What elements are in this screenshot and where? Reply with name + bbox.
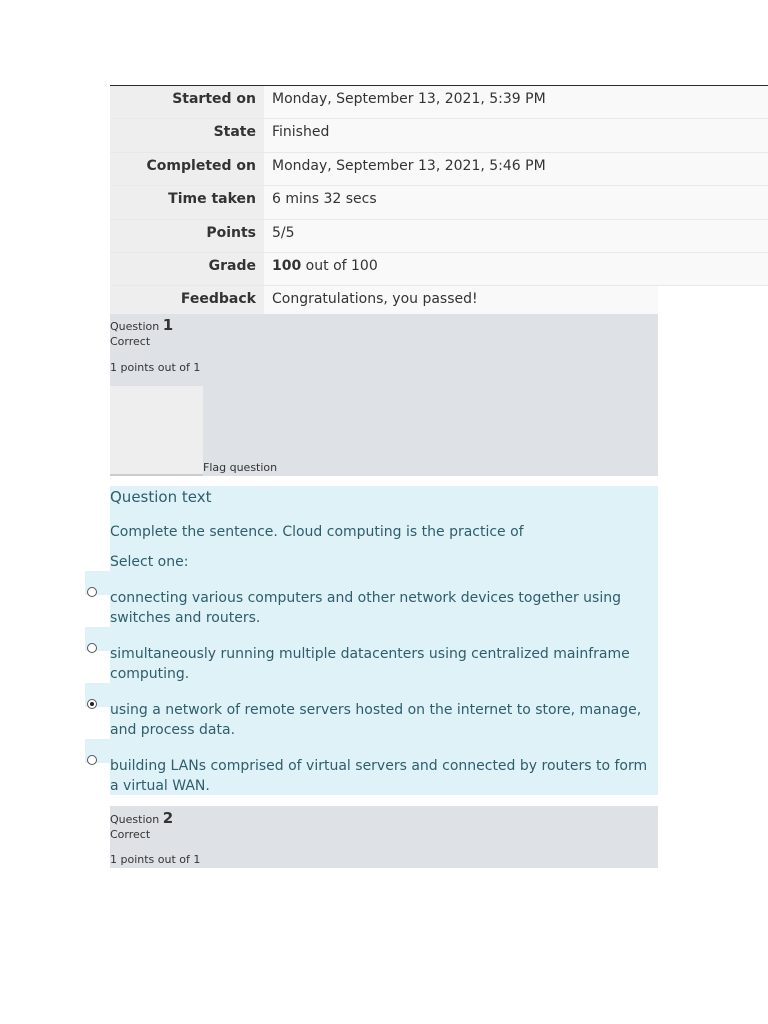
answer-option-3[interactable]: using a network of remote servers hosted on the internet to store, manage, and process data. [110,702,642,738]
answer-1-radio[interactable] [87,587,97,597]
question-1-state: Correct [110,335,151,348]
question-1-info [110,314,658,476]
points-value: 5/5 [264,220,768,252]
state-label: State [110,119,264,151]
question-number: 1 [162,316,174,334]
question-number: 2 [162,809,174,827]
question-1-grade: 1 points out of 1 [110,361,201,374]
feedback-label: Feedback [110,286,264,318]
time-taken-value: 6 mins 32 secs [264,186,768,218]
summary-row-completed [110,153,768,186]
question-2-state: Correct [110,828,151,841]
question-2-grade: 1 points out of 1 [110,853,201,866]
points-label: Points [110,220,264,252]
question-label: Question [110,320,163,333]
flag-icon[interactable] [110,386,203,476]
started-on-label: Started on [110,86,264,118]
answer-option-4[interactable]: building LANs comprised of virtual servers and connected by routers to form a virtual WAN. [110,758,648,794]
grade-label: Grade [110,253,264,285]
answer-2-radio[interactable] [87,643,97,653]
summary-row-time [110,186,768,219]
started-on-value: Monday, September 13, 2021, 5:39 PM [264,86,768,118]
question-2-number [110,809,173,827]
answer-3-radio[interactable] [87,699,97,709]
attempt-summary-table [110,85,768,320]
question-2-info [110,806,658,868]
answer-4-radio[interactable] [87,755,97,765]
answer-option-1[interactable]: connecting various computers and other network devices together using switches and routers. [110,590,621,626]
state-value: Finished [264,119,768,151]
grade-value [264,253,768,285]
select-one-prompt: Select one: [110,554,189,570]
grade-score: 100 [272,257,302,274]
completed-on-value: Monday, September 13, 2021, 5:46 PM [264,153,768,185]
question-1-number [110,316,173,334]
answer-option-2[interactable]: simultaneously running multiple datacenters using centralized mainframe computing. [110,646,630,682]
feedback-value: Congratulations, you passed! [264,286,658,318]
summary-row-started [110,86,768,119]
question-text-heading: Question text [110,488,212,506]
question-label: Question [110,813,163,826]
question-1-formulation [110,486,658,795]
time-taken-label: Time taken [110,186,264,218]
summary-row-grade [110,253,768,286]
flag-question-link[interactable]: Flag question [203,461,278,474]
summary-row-state [110,119,768,152]
grade-out-of: out of 100 [301,257,378,274]
completed-on-label: Completed on [110,153,264,185]
question-text: Complete the sentence. Cloud computing is the practice of [110,524,524,540]
summary-row-points [110,220,768,253]
